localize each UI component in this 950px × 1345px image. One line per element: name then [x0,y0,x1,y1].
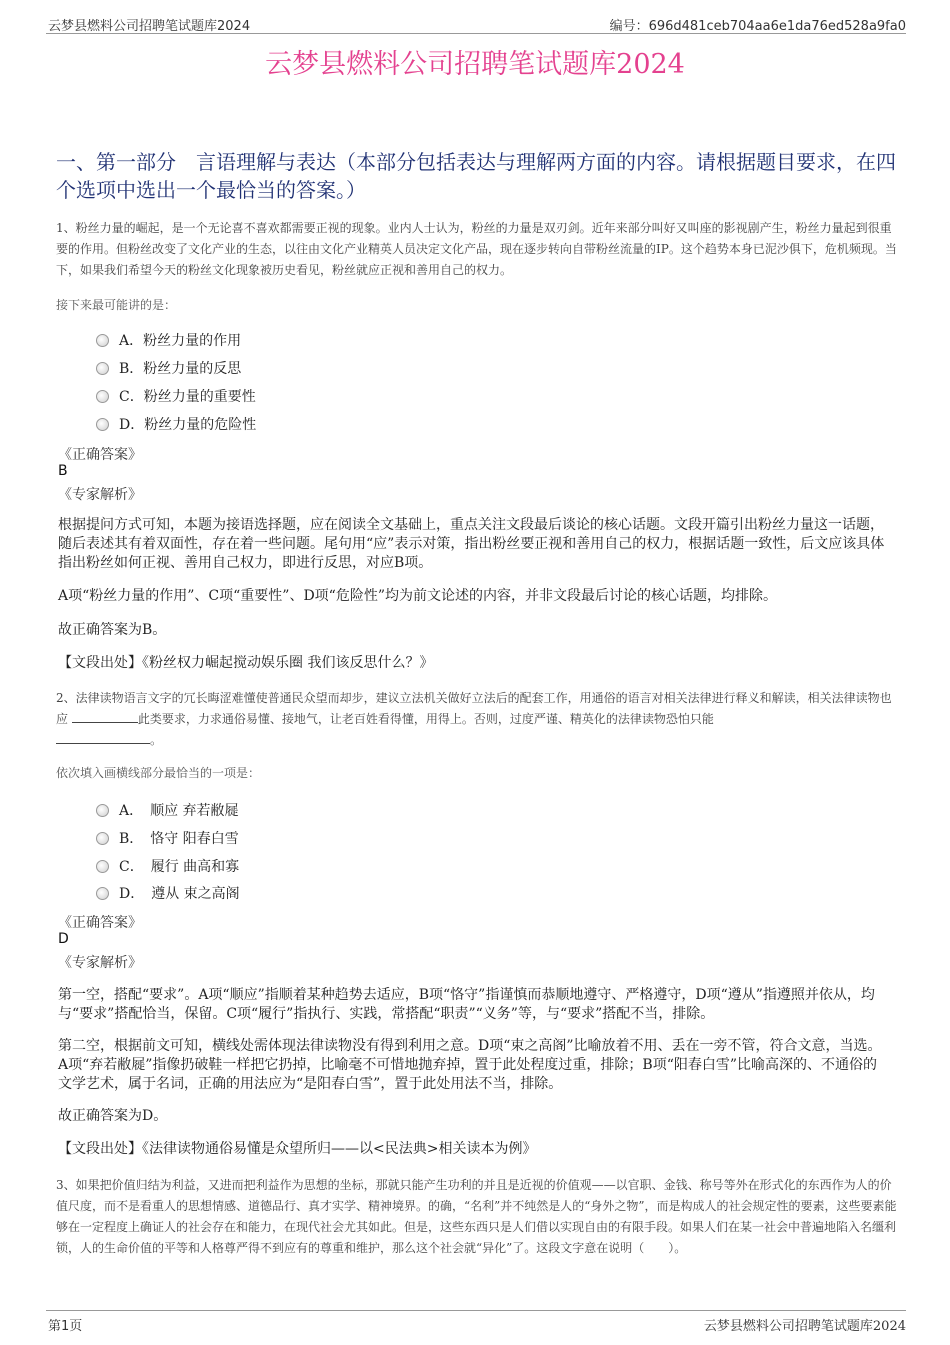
section-heading: 一、第一部分 言语理解与表达（本部分包括表达与理解两方面的内容。请根据题目要求，在四个选项中选出一个最恰当的答案。） [56,150,896,202]
option-label: D．粉丝力量的危险性 [119,417,257,433]
question-2-prompt: 依次填入画横线部分最恰当的一项是： [56,766,261,780]
q1-option-d[interactable] [96,414,256,434]
radio-icon[interactable] [96,418,109,431]
header-left-title: 云梦县燃料公司招聘笔试题库2024 [48,19,251,34]
footer-title: 云梦县燃料公司招聘笔试题库2024 [703,1319,906,1334]
footer-divider [46,1310,906,1311]
q1-analysis-label: 《专家解析》 [58,487,142,503]
q1-option-c[interactable] [96,386,256,406]
radio-icon[interactable] [96,832,109,845]
page-number: 第1页 [48,1319,83,1334]
option-label: A．粉丝力量的作用 [119,333,242,349]
question-1-prompt: 接下来最可能讲的是： [56,298,177,312]
q1-source: 【文段出处】《粉丝权力崛起搅动娱乐圈 我们该反思什么？》 [58,655,434,671]
q2-source: 【文段出处】《法律读物通俗易懂是众望所归——以<民法典>相关读本为例》 [58,1141,537,1157]
q2-analysis-p3: 故正确答案为D。 [58,1108,168,1124]
option-label: C．粉丝力量的重要性 [119,389,256,405]
option-label: D． 遵从 束之高阁 [119,886,240,902]
q2-analysis-p1: 第一空，搭配“要求”。A项“顺应”指顺着某种趋势去适应，B项“恪守”指谨慎而恭顺地遵守、严格遵守，D项“遵从”指遵照并依从，均与“要求”搭配恰当，保留。C项“履行”指执行、实践，常搭配“职责”“义务”等，与“要求”搭配不当，排除。 [58,987,875,1022]
option-label: A． 顺应 弃若敝屣 [119,803,239,819]
question-2-text [56,688,898,751]
radio-icon[interactable] [96,390,109,403]
q1-analysis-p2: A项“粉丝力量的作用”、C项“重要性”、D项“危险性”均为前文论述的内容，并非文段最后讨论的核心话题，均排除。 [58,588,777,604]
q1-analysis-p3: 故正确答案为B。 [58,622,167,638]
radio-icon[interactable] [96,362,109,375]
option-label: B．粉丝力量的反思 [119,361,242,377]
q2-text-part-b: 此类要求，力求通俗易懂、接地气，让老百姓看得懂，用得上。否则，过度严谨、精英化的法律读物恐怕只能 [137,712,714,726]
q2-option-a[interactable] [96,800,239,820]
radio-icon[interactable] [96,334,109,347]
radio-icon[interactable] [96,860,109,873]
q1-answer-label: 《正确答案》 [58,447,142,463]
q2-option-b[interactable] [96,828,239,848]
q1-option-b[interactable] [96,358,241,378]
radio-icon[interactable] [96,887,109,900]
q1-analysis-p1: 根据提问方式可知，本题为接语选择题，应在阅读全文基础上，重点关注文段最后谈论的核心话题。文段开篇引出粉丝力量这一话题，随后表述其有着双面性，存在着一些问题。尾句用“应”表示对策，指出粉丝要正视和善用自己的权力，根据话题一致性，后文应该具体指出粉丝如何正视、善用自己权力，即进行反思，对应B项。 [58,517,885,571]
question-3-text: 3、如果把价值归结为利益，又进而把利益作为思想的坐标，那就只能产生功利的并且是近视的价值观——以官职、金钱、称号等外在形式化的东西作为人的价值尺度，而不是看重人的思想情感、道德品行、真才实学、精神境界。的确，“名利”并不纯然是人的“身外之物”，而是构成人的社会规定性的要素，这些要素能够在一定程度上确证人的社会存在和能力，在现代社会尤其如此。但是，这些东西只是人们借以实现自由的有限手段。如果人们在某一社会中普遍地陷入名缰利锁，人的生命价值的平等和人格尊严得不到应有的尊重和维护，那么这个社会就“异化”了。这段文字意在说明（ ）。 [56,1178,897,1255]
q2-answer: D [58,931,69,947]
q2-option-c[interactable] [96,856,239,876]
q2-answer-label: 《正确答案》 [58,915,142,931]
q2-analysis-p2: 第二空，根据前文可知，横线处需体现法律读物没有得到利用之意。D项“束之高阁”比喻放着不用、丢在一旁不管，符合文意，当选。A项“弃若敝屣”指像扔破鞋一样把它扔掉，比喻毫不可惜地抛弃掉，置于此处程度过重，排除；B项“阳春白雪”比喻高深的、不通俗的文学艺术，属于名词，正确的用法应为“是阳春白雪”，置于此处用法不当，排除。 [58,1038,882,1092]
q2-text-part-c: 。 [150,733,163,747]
document-id: 编号：696d481ceb704aa6e1da76ed528a9fa0 [609,19,906,34]
blank-2 [56,731,150,744]
option-label: B． 恪守 阳春白雪 [119,831,239,847]
q2-analysis-label: 《专家解析》 [58,955,142,971]
question-1-text: 1、粉丝力量的崛起，是一个无论喜不喜欢都需要正视的现象。业内人士认为，粉丝的力量是双刃剑。近年来部分叫好又叫座的影视剧产生，粉丝力量起到很重要的作用。但粉丝改变了文化产业的生态，以往由文化产业精英人员决定文化产品，现在逐步转向自带粉丝流量的IP。这个趋势本身已泥沙俱下，危机频现。当下，如果我们希望今天的粉丝文化现象被历史看见，粉丝就应正视和善用自己的权力。 [56,221,897,277]
radio-icon[interactable] [96,804,109,817]
q1-answer: B [58,463,68,479]
header-divider [46,33,906,34]
page-title: 云梦县燃料公司招聘笔试题库2024 [265,49,685,80]
blank-1 [72,710,138,723]
q2-option-d[interactable] [96,883,240,903]
q2-text-part-a: 2、法律读物语言文字的冗长晦涩难懂使普通民众望而却步，建议立法机关做好立法后的配套工作，用通俗的语言对相关法律进行释义和解读，相关法律读物也应 [56,691,892,726]
option-label: C． 履行 曲高和寡 [119,859,240,875]
q1-option-a[interactable] [96,330,241,350]
